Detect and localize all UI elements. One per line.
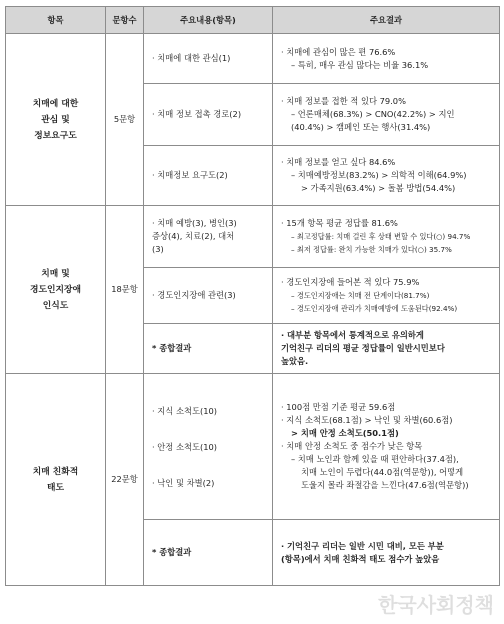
watermark-logo: 한국사회정책 <box>378 593 494 617</box>
topic-line: 증상(4), 치료(2), 대처 <box>152 231 235 241</box>
category-cell <box>6 206 106 374</box>
topic-cell <box>144 206 273 268</box>
topic-cell <box>144 374 273 520</box>
result-line: (40.4%) > 캠페인 또는 행사(31.4%) <box>291 122 431 132</box>
topic-cell: · 치매 정보 접촉 경로(2) <box>144 84 273 146</box>
count-cell: 18문항 <box>106 206 144 374</box>
result-cell <box>273 268 500 324</box>
topic-line: (3) <box>152 244 164 254</box>
header-topic: 주요내용(항목) <box>144 7 273 34</box>
result-line: · 치매에 관심이 많은 편 76.6% <box>281 46 396 57</box>
category-line: 인식도 <box>42 300 69 311</box>
header-results: 주요결과 <box>273 7 500 34</box>
result-line: – 치매예방정보(83.2%) > 의학적 이해(64.9%) <box>291 170 467 180</box>
category-line: 태도 <box>47 482 64 493</box>
topic-cell: · 치매정보 요구도(2) <box>144 146 273 206</box>
topic-cell: · 치매에 대한 관심(1) <box>144 34 273 84</box>
result-line: · 대부분 항목에서 통계적으로 유의하게 <box>281 330 424 340</box>
topic-cell: * 종합결과 <box>144 324 273 374</box>
result-line: · 지식 소척도(68.1점) > 낙인 및 차별(60.6점) <box>281 415 453 425</box>
topic-line: · 치매 예방(3), 병인(3) <box>152 218 237 228</box>
result-line: · 15개 항목 평균 정답률 81.6% <box>281 218 398 228</box>
result-line: – 치매 노인과 함께 있을 때 편안하다(37.4점), <box>291 454 459 464</box>
result-line: · 치매 안정 소척도 중 점수가 낮은 항목 <box>281 441 423 451</box>
topic-line: · 지식 소척도(10) <box>152 405 218 416</box>
result-line: 높았음. <box>281 356 309 366</box>
result-line: – 경도인지장애는 치매 전 단계이다(81.7%) <box>291 291 430 300</box>
category-cell <box>6 374 106 586</box>
result-line: 기억친구 리더의 평균 정답률이 일반시민보다 <box>281 343 445 353</box>
category-line: 치매 친화적 <box>32 466 79 477</box>
table-row <box>6 206 500 268</box>
result-cell <box>273 146 500 206</box>
result-line: (항목)에서 치매 친화적 태도 점수가 높았음 <box>281 553 440 564</box>
result-line: – 경도인지장애 관리가 치매예방에 도움된다(92.4%) <box>291 304 458 313</box>
header-count: 문항수 <box>106 7 144 34</box>
topic-cell: * 종합결과 <box>144 520 273 586</box>
result-line: – 언론매체(68.3%) > CNO(42.2%) > 지인 <box>291 109 455 119</box>
result-line: · 기억친구 리더는 일반 시민 대비, 모든 부분 <box>281 540 444 551</box>
topic-cell: · 경도인지장애 관련(3) <box>144 268 273 324</box>
category-line: 치매 및 <box>41 268 70 279</box>
result-cell <box>273 520 500 586</box>
result-line: · 치매 정보를 접한 적 있다 79.0% <box>281 96 406 106</box>
result-line: > 가족지원(63.4%) > 돌봄 방법(54.4%) <box>301 183 456 193</box>
category-cell <box>6 34 106 206</box>
result-line: – 특히, 매우 관심 많다는 비율 36.1% <box>291 59 429 70</box>
result-line: – 최고정답률: 치매 걸린 후 상태 변할 수 있다(○) 94.7% <box>291 232 471 241</box>
topic-line: · 안정 소척도(10) <box>152 441 218 452</box>
count-cell: 22문항 <box>106 374 144 586</box>
table-header-row <box>6 7 500 34</box>
category-line: 치매에 대한 <box>32 98 79 109</box>
table-row <box>6 34 500 84</box>
result-line: · 100점 만점 기준 평균 59.6점 <box>281 402 396 412</box>
category-line: 경도인지장애 <box>30 284 81 295</box>
category-line: 관심 및 <box>41 114 70 125</box>
result-line: – 최저 정답률: 완치 가능한 치매가 있다(○) 35.7% <box>291 245 452 254</box>
count-cell: 5문항 <box>106 34 144 206</box>
result-line: 치매 노인이 두렵다(44.0점(역문항)), 어떻게 <box>301 467 464 477</box>
result-cell <box>273 374 500 520</box>
result-cell <box>273 324 500 374</box>
result-line: > 치매 안정 소척도(50.1점) <box>291 428 399 438</box>
result-line: · 경도인지장애 들어본 적 있다 75.9% <box>281 277 420 287</box>
result-cell <box>273 206 500 268</box>
result-line: 도울지 몰라 좌절감을 느낀다(47.6점(역문항)) <box>301 480 469 490</box>
header-category: 항목 <box>6 7 106 34</box>
survey-results-table <box>5 6 500 586</box>
table-row <box>6 374 500 520</box>
result-cell <box>273 34 500 84</box>
topic-line: · 낙인 및 차별(2) <box>152 477 215 488</box>
result-cell <box>273 84 500 146</box>
result-line: · 치매 정보를 얻고 싶다 84.6% <box>281 157 396 167</box>
category-line: 정보요구도 <box>34 130 77 141</box>
